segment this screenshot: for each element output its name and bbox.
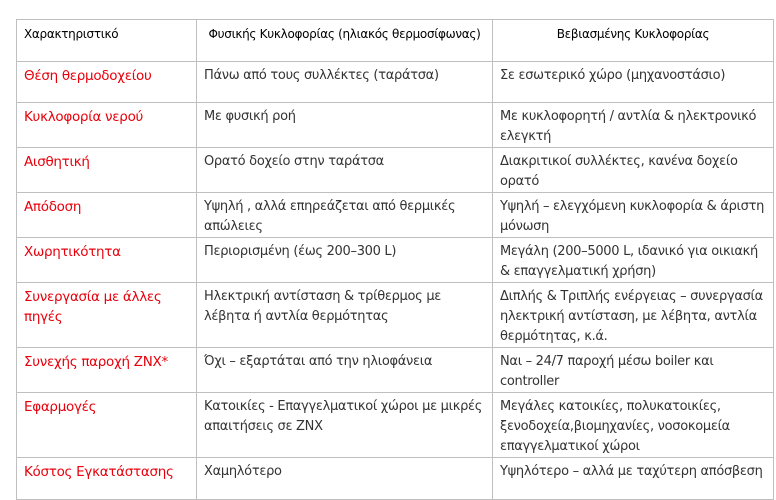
forced-cell: Υψηλότερο – αλλά με ταχύτερη απόσβεση [493,458,774,500]
table-row [17,238,774,283]
natural-cell: Κατοικίες - Επαγγελματικοί χώροι με μικρές απαιτήσεις σε ΖΝΧ [197,393,493,458]
row-label: Κόστος Εγκατάστασης [17,458,197,500]
header-row [17,20,774,62]
row-label: Εφαρμογές [17,393,197,458]
table-row [17,283,774,348]
table-row [17,103,774,148]
forced-cell: Ναι – 24/7 παροχή μέσω boiler και controller [493,348,774,393]
table-row [17,348,774,393]
comparison-table [16,19,774,500]
natural-cell: Ηλεκτρική αντίσταση & τρίθερμος με λέβητα ή αντλία θερμότητας [197,283,493,348]
natural-cell: Πάνω από τους συλλέκτες (ταράτσα) [197,62,493,103]
natural-cell: Με φυσική ροή [197,103,493,148]
natural-cell: Όχι – εξαρτάται από την ηλιοφάνεια [197,348,493,393]
table-row [17,193,774,238]
forced-cell: Διακριτικοί συλλέκτες, κανένα δοχείο ορατό [493,148,774,193]
row-label: Συνεργασία με άλλες πηγές [17,283,197,348]
table-row [17,62,774,103]
forced-cell: Μεγάλη (200–5000 L, ιδανικό για οικιακή & επαγγελματική χρήση) [493,238,774,283]
table-row [17,393,774,458]
header-forced: Βεβιασμένης Κυκλοφορίας [493,20,774,62]
forced-cell: Με κυκλοφορητή / αντλία & ηλεκτρονικό ελεγκτή [493,103,774,148]
row-label: Απόδοση [17,193,197,238]
table-row [17,458,774,500]
row-label: Συνεχής παροχή ΖΝΧ* [17,348,197,393]
header-characteristic: Χαρακτηριστικό [17,20,197,62]
table-row [17,148,774,193]
header-natural: Φυσικής Κυκλοφορίας (ηλιακός θερμοσίφωνας) [197,20,493,62]
natural-cell: Χαμηλότερο [197,458,493,500]
row-label: Κυκλοφορία νερού [17,103,197,148]
forced-cell: Σε εσωτερικό χώρο (μηχανοστάσιο) [493,62,774,103]
row-label: Θέση θερμοδοχείου [17,62,197,103]
row-label: Αισθητική [17,148,197,193]
natural-cell: Περιορισμένη (έως 200–300 L) [197,238,493,283]
forced-cell: Διπλής & Τριπλής ενέργειας – συνεργασία ηλεκτρική αντίσταση, με λέβητα, αντλία θερμότητας, κ.ά. [493,283,774,348]
forced-cell: Μεγάλες κατοικίες, πολυκατοικίες, ξενοδοχεία,βιομηχανίες, νοσοκομεία επαγγελματικοί χώροι [493,393,774,458]
natural-cell: Ορατό δοχείο στην ταράτσα [197,148,493,193]
natural-cell: Υψηλή , αλλά επηρεάζεται από θερμικές απώλειες [197,193,493,238]
forced-cell: Υψηλή – ελεγχόμενη κυκλοφορία & άριστη μόνωση [493,193,774,238]
row-label: Χωρητικότητα [17,238,197,283]
